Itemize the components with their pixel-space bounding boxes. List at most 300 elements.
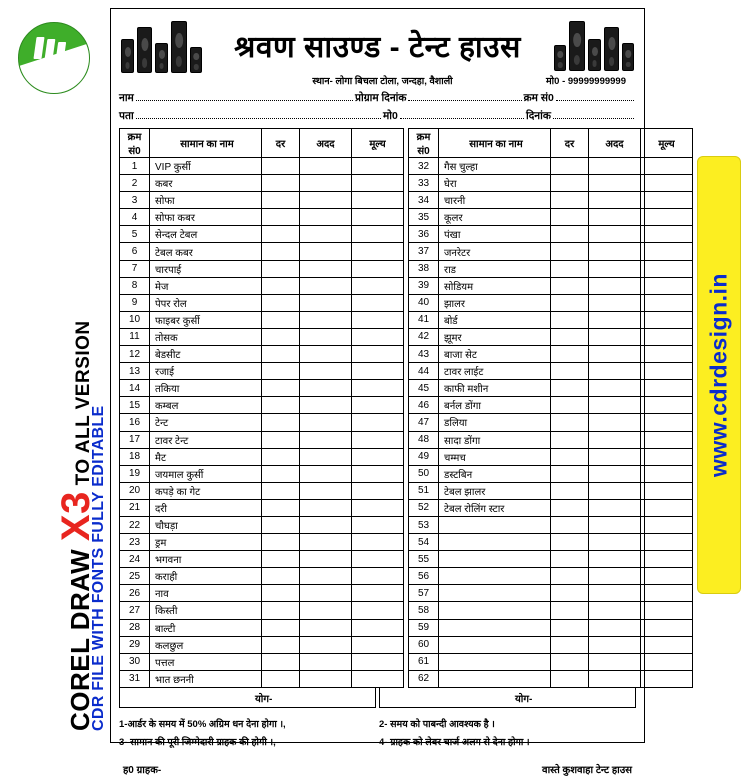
cell-qty[interactable] — [589, 311, 641, 328]
cell-qty[interactable] — [300, 175, 352, 192]
cell-amount[interactable] — [352, 192, 404, 209]
left-promo-text — [0, 95, 110, 745]
cell-rate[interactable] — [262, 516, 300, 533]
cell-item-name: सोफा — [150, 192, 262, 209]
cell-amount[interactable] — [641, 175, 693, 192]
cell-item-name: सादा डोंगा — [439, 431, 551, 448]
cell-qty[interactable] — [300, 465, 352, 482]
cell-sn: 27 — [120, 602, 150, 619]
cell-sn: 58 — [409, 602, 439, 619]
cell-amount[interactable] — [352, 636, 404, 653]
cell-sn: 10 — [120, 311, 150, 328]
cell-rate[interactable] — [262, 243, 300, 260]
cell-rate[interactable] — [262, 380, 300, 397]
cell-qty[interactable] — [300, 192, 352, 209]
cell-item-name: सोफा कबर — [150, 209, 262, 226]
cell-amount[interactable] — [641, 397, 693, 414]
speaker-stack-right-icon — [554, 21, 634, 71]
cell-rate[interactable] — [551, 363, 589, 380]
cell-amount[interactable] — [641, 653, 693, 670]
table-row — [120, 516, 693, 533]
table-row — [120, 209, 693, 226]
cell-amount[interactable] — [352, 431, 404, 448]
cell-item-name: बोर्ड — [439, 311, 551, 328]
cell-rate[interactable] — [551, 175, 589, 192]
cell-qty[interactable] — [589, 226, 641, 243]
cell-sn: 30 — [120, 653, 150, 670]
cell-rate[interactable] — [551, 328, 589, 345]
col-name-right: सामान का नाम — [439, 129, 551, 158]
cell-qty[interactable] — [300, 482, 352, 499]
cell-amount[interactable] — [352, 243, 404, 260]
total-box-right[interactable] — [379, 688, 636, 708]
cell-qty[interactable] — [300, 568, 352, 585]
cell-qty[interactable] — [300, 380, 352, 397]
cell-qty[interactable] — [300, 311, 352, 328]
cell-rate[interactable] — [262, 448, 300, 465]
cell-amount[interactable] — [352, 397, 404, 414]
cell-qty[interactable] — [300, 294, 352, 311]
cell-qty[interactable] — [300, 328, 352, 345]
cell-rate[interactable] — [262, 397, 300, 414]
cell-qty[interactable] — [589, 448, 641, 465]
cell-qty[interactable] — [589, 175, 641, 192]
field-label-mobile: मो0 — [383, 110, 398, 122]
table-row — [120, 260, 693, 277]
term-row-2 — [119, 734, 636, 752]
table-row — [120, 328, 693, 345]
cell-qty[interactable] — [300, 585, 352, 602]
cell-rate[interactable] — [551, 636, 589, 653]
cell-amount[interactable] — [352, 158, 404, 175]
cell-rate[interactable] — [551, 243, 589, 260]
cell-sn: 40 — [409, 294, 439, 311]
cell-amount[interactable] — [641, 311, 693, 328]
cell-amount[interactable] — [641, 465, 693, 482]
cell-rate[interactable] — [262, 551, 300, 568]
cell-rate[interactable] — [262, 294, 300, 311]
cell-qty[interactable] — [589, 585, 641, 602]
cell-rate[interactable] — [262, 226, 300, 243]
cell-amount[interactable] — [641, 209, 693, 226]
cell-amount[interactable] — [352, 653, 404, 670]
cell-qty[interactable] — [589, 482, 641, 499]
cell-qty[interactable] — [589, 380, 641, 397]
cell-amount[interactable] — [641, 534, 693, 551]
cell-qty[interactable] — [589, 328, 641, 345]
cell-qty[interactable] — [589, 516, 641, 533]
cell-sn: 43 — [409, 346, 439, 363]
cell-amount[interactable] — [641, 585, 693, 602]
cell-sn: 11 — [120, 328, 150, 345]
cell-amount[interactable] — [641, 328, 693, 345]
cell-qty[interactable] — [300, 158, 352, 175]
cell-sn: 2 — [120, 175, 150, 192]
cell-rate[interactable] — [262, 277, 300, 294]
cell-amount[interactable] — [641, 551, 693, 568]
cell-rate[interactable] — [551, 380, 589, 397]
table-row — [120, 158, 693, 175]
term-4: 4- ग्राहक को लेबर चार्ज अलग से देना होगा । — [379, 736, 530, 748]
cell-qty[interactable] — [589, 534, 641, 551]
cell-item-name: बेडसीट — [150, 346, 262, 363]
cell-amount[interactable] — [352, 311, 404, 328]
cell-rate[interactable] — [551, 414, 589, 431]
cell-rate[interactable] — [262, 260, 300, 277]
cell-amount[interactable] — [352, 226, 404, 243]
field-input-name[interactable] — [136, 100, 353, 101]
cell-qty[interactable] — [300, 277, 352, 294]
cell-rate[interactable] — [262, 636, 300, 653]
cell-amount[interactable] — [641, 243, 693, 260]
cell-qty[interactable] — [589, 619, 641, 636]
cell-amount[interactable] — [352, 568, 404, 585]
cell-item-name: चम्मच — [439, 448, 551, 465]
cell-amount[interactable] — [641, 226, 693, 243]
cell-sn: 61 — [409, 653, 439, 670]
cell-sn: 36 — [409, 226, 439, 243]
cell-rate[interactable] — [551, 158, 589, 175]
items-table — [119, 128, 693, 688]
cell-qty[interactable] — [589, 653, 641, 670]
cell-amount[interactable] — [352, 602, 404, 619]
cell-item-name: कबर — [150, 175, 262, 192]
cell-rate[interactable] — [551, 397, 589, 414]
cell-item-name — [439, 602, 551, 619]
cell-sn: 53 — [409, 516, 439, 533]
cell-rate[interactable] — [262, 585, 300, 602]
term-row-1 — [119, 716, 636, 734]
cell-rate[interactable] — [551, 465, 589, 482]
cell-item-name — [439, 619, 551, 636]
cell-amount[interactable] — [641, 380, 693, 397]
cell-rate[interactable] — [262, 192, 300, 209]
cell-qty[interactable] — [300, 499, 352, 516]
cell-qty[interactable] — [589, 277, 641, 294]
table-row — [120, 465, 693, 482]
cell-item-name: नाव — [150, 585, 262, 602]
cell-amount[interactable] — [641, 499, 693, 516]
cell-item-name: टेबल झालर — [439, 482, 551, 499]
cell-qty[interactable] — [300, 602, 352, 619]
cell-amount[interactable] — [641, 363, 693, 380]
cell-item-name: टेन्ट — [150, 414, 262, 431]
table-row — [120, 277, 693, 294]
cell-rate[interactable] — [551, 346, 589, 363]
total-label-left: योग- — [255, 693, 273, 705]
cell-sn: 4 — [120, 209, 150, 226]
cell-rate[interactable] — [551, 192, 589, 209]
cell-qty[interactable] — [300, 243, 352, 260]
cell-amount[interactable] — [352, 380, 404, 397]
cell-item-name — [439, 551, 551, 568]
cell-qty[interactable] — [589, 551, 641, 568]
cell-amount[interactable] — [352, 465, 404, 482]
brand-logo — [18, 22, 90, 94]
table-row — [120, 243, 693, 260]
table-row — [120, 482, 693, 499]
cell-rate[interactable] — [262, 346, 300, 363]
cell-item-name: काफी मशीन — [439, 380, 551, 397]
cell-qty[interactable] — [589, 568, 641, 585]
table-row — [120, 397, 693, 414]
cell-amount[interactable] — [641, 619, 693, 636]
cell-sn: 44 — [409, 363, 439, 380]
cell-item-name: चौघड़ा — [150, 516, 262, 533]
cell-qty[interactable] — [300, 209, 352, 226]
cell-rate[interactable] — [551, 551, 589, 568]
cell-rate[interactable] — [262, 465, 300, 482]
cell-rate[interactable] — [262, 175, 300, 192]
cell-item-name: सेन्दल टेबल — [150, 226, 262, 243]
cell-qty[interactable] — [589, 499, 641, 516]
field-input-address[interactable] — [136, 118, 381, 119]
cell-sn: 24 — [120, 551, 150, 568]
cell-item-name: जनरेटर — [439, 243, 551, 260]
cell-amount[interactable] — [352, 585, 404, 602]
cell-rate[interactable] — [262, 670, 300, 687]
table-row — [120, 619, 693, 636]
cell-sn: 56 — [409, 568, 439, 585]
shop-address: स्थान- लोगा बिचला टोला, जन्दहा, वैशाली — [312, 76, 453, 87]
cell-rate[interactable] — [262, 328, 300, 345]
cell-amount[interactable] — [352, 277, 404, 294]
term-1: 1-आर्डर के समय में 50% अग्रिम धन देना होगा ।, — [119, 718, 286, 730]
speaker-stack-left-icon — [121, 21, 202, 73]
field-input-serial[interactable] — [556, 100, 634, 101]
cell-rate[interactable] — [262, 158, 300, 175]
cell-rate[interactable] — [262, 311, 300, 328]
cell-qty[interactable] — [300, 431, 352, 448]
col-amt-right: मूल्य — [641, 129, 693, 158]
cell-qty[interactable] — [589, 397, 641, 414]
cell-amount[interactable] — [352, 260, 404, 277]
cell-amount[interactable] — [352, 534, 404, 551]
cell-amount[interactable] — [352, 209, 404, 226]
cell-amount[interactable] — [352, 499, 404, 516]
cell-qty[interactable] — [589, 346, 641, 363]
cell-amount[interactable] — [641, 482, 693, 499]
cell-qty[interactable] — [589, 158, 641, 175]
cell-qty[interactable] — [589, 243, 641, 260]
cell-rate[interactable] — [551, 516, 589, 533]
cell-amount[interactable] — [641, 516, 693, 533]
cell-rate[interactable] — [551, 568, 589, 585]
customer-field-row-2 — [119, 109, 636, 123]
cell-rate[interactable] — [262, 653, 300, 670]
cell-rate[interactable] — [551, 311, 589, 328]
cell-amount[interactable] — [641, 158, 693, 175]
cell-item-name: डलिया — [439, 414, 551, 431]
cell-rate[interactable] — [262, 363, 300, 380]
cell-qty[interactable] — [589, 363, 641, 380]
cell-rate[interactable] — [262, 619, 300, 636]
cell-amount[interactable] — [352, 175, 404, 192]
cell-item-name: टेबल कबर — [150, 243, 262, 260]
cell-qty[interactable] — [589, 414, 641, 431]
cell-amount[interactable] — [352, 482, 404, 499]
cdr-editable-line: CDR FILE WITH FONTS FULLY EDITABLE — [90, 405, 107, 731]
cell-amount[interactable] — [352, 414, 404, 431]
cell-rate[interactable] — [551, 448, 589, 465]
cell-amount[interactable] — [641, 346, 693, 363]
cell-sn: 42 — [409, 328, 439, 345]
cell-qty[interactable] — [300, 653, 352, 670]
cell-qty[interactable] — [300, 636, 352, 653]
total-label-right: योग- — [514, 693, 533, 705]
table-row — [120, 192, 693, 209]
bill-sheet — [110, 8, 675, 776]
table-row — [120, 175, 693, 192]
cell-item-name: मेज — [150, 277, 262, 294]
cell-rate[interactable] — [262, 431, 300, 448]
cell-item-name — [439, 516, 551, 533]
cell-amount[interactable] — [641, 192, 693, 209]
cell-qty[interactable] — [300, 448, 352, 465]
customer-field-row-1 — [119, 91, 636, 105]
cell-rate[interactable] — [262, 482, 300, 499]
cell-sn: 47 — [409, 414, 439, 431]
cell-qty[interactable] — [589, 209, 641, 226]
cell-qty[interactable] — [589, 636, 641, 653]
cell-amount[interactable] — [352, 551, 404, 568]
corel-suffix: TO ALL VERSION — [73, 320, 94, 492]
field-input-program-date[interactable] — [408, 100, 521, 101]
cell-rate[interactable] — [551, 482, 589, 499]
cell-qty[interactable] — [300, 670, 352, 687]
total-box-left[interactable] — [119, 688, 376, 708]
table-row — [120, 294, 693, 311]
cell-amount[interactable] — [641, 414, 693, 431]
totals-row — [119, 688, 636, 708]
cell-sn: 50 — [409, 465, 439, 482]
col-amt-left: मूल्य — [352, 129, 404, 158]
cell-amount[interactable] — [641, 448, 693, 465]
cell-rate[interactable] — [262, 602, 300, 619]
cell-amount[interactable] — [641, 260, 693, 277]
cell-rate[interactable] — [551, 499, 589, 516]
table-row — [120, 311, 693, 328]
cell-rate[interactable] — [551, 585, 589, 602]
cell-qty[interactable] — [300, 516, 352, 533]
corel-x3: X3 — [54, 491, 98, 542]
cell-rate[interactable] — [551, 294, 589, 311]
cell-qty[interactable] — [300, 397, 352, 414]
cell-sn: 14 — [120, 380, 150, 397]
cell-sn: 48 — [409, 431, 439, 448]
cell-rate[interactable] — [551, 209, 589, 226]
cell-sn: 21 — [120, 499, 150, 516]
cell-sn: 57 — [409, 585, 439, 602]
cell-amount[interactable] — [352, 448, 404, 465]
shop-signature-label: वास्ते कुशवाहा टेन्ट हाउस — [542, 765, 632, 776]
cell-rate[interactable] — [262, 534, 300, 551]
cell-rate[interactable] — [551, 226, 589, 243]
cell-item-name — [439, 670, 551, 687]
cell-amount[interactable] — [352, 619, 404, 636]
table-row — [120, 602, 693, 619]
table-row — [120, 670, 693, 687]
cell-rate[interactable] — [551, 260, 589, 277]
cell-qty[interactable] — [300, 363, 352, 380]
cell-sn: 37 — [409, 243, 439, 260]
cell-item-name: फाइबर कुर्सी — [150, 311, 262, 328]
cell-amount[interactable] — [352, 294, 404, 311]
website-url: www.cdrdesign.in — [705, 273, 732, 477]
cell-item-name: गैस चुल्हा — [439, 158, 551, 175]
cell-qty[interactable] — [589, 192, 641, 209]
cell-amount[interactable] — [641, 431, 693, 448]
cell-qty[interactable] — [300, 551, 352, 568]
cell-rate[interactable] — [551, 431, 589, 448]
cell-qty[interactable] — [589, 670, 641, 687]
cell-item-name: पत्तल — [150, 653, 262, 670]
cell-amount[interactable] — [352, 363, 404, 380]
cell-qty[interactable] — [589, 465, 641, 482]
table-header-row — [120, 129, 693, 158]
left-promo-strip — [0, 0, 110, 751]
cell-qty[interactable] — [300, 534, 352, 551]
cell-rate[interactable] — [551, 619, 589, 636]
cell-amount[interactable] — [641, 636, 693, 653]
cell-amount[interactable] — [352, 516, 404, 533]
field-input-mobile[interactable] — [400, 118, 524, 119]
cell-sn: 20 — [120, 482, 150, 499]
cell-amount[interactable] — [641, 568, 693, 585]
cell-sn: 12 — [120, 346, 150, 363]
cell-item-name: पंखा — [439, 226, 551, 243]
cell-rate[interactable] — [262, 499, 300, 516]
cell-item-name: रजाई — [150, 363, 262, 380]
cell-qty[interactable] — [300, 346, 352, 363]
cell-qty[interactable] — [589, 431, 641, 448]
cell-sn: 1 — [120, 158, 150, 175]
cell-qty[interactable] — [589, 294, 641, 311]
cell-amount[interactable] — [641, 277, 693, 294]
cell-sn: 59 — [409, 619, 439, 636]
cell-amount[interactable] — [641, 670, 693, 687]
cell-rate[interactable] — [551, 602, 589, 619]
cell-qty[interactable] — [300, 619, 352, 636]
cell-rate[interactable] — [262, 209, 300, 226]
table-row — [120, 534, 693, 551]
shop-title: श्रवण साउण्ड - टेन्ट हाउस — [234, 31, 521, 64]
cell-amount[interactable] — [352, 328, 404, 345]
leaf-logo-icon — [18, 22, 90, 94]
cell-amount[interactable] — [352, 670, 404, 687]
cell-qty[interactable] — [589, 602, 641, 619]
table-row — [120, 346, 693, 363]
cell-qty[interactable] — [300, 226, 352, 243]
cell-qty[interactable] — [300, 414, 352, 431]
cell-rate[interactable] — [551, 670, 589, 687]
cell-rate[interactable] — [262, 568, 300, 585]
cell-amount[interactable] — [352, 346, 404, 363]
cell-item-name: तकिया — [150, 380, 262, 397]
cell-rate[interactable] — [551, 277, 589, 294]
cell-amount[interactable] — [641, 602, 693, 619]
cell-rate[interactable] — [551, 534, 589, 551]
cell-item-name: डस्टबिन — [439, 465, 551, 482]
cell-qty[interactable] — [589, 260, 641, 277]
cell-amount[interactable] — [641, 294, 693, 311]
field-label-address: पता — [119, 110, 134, 122]
field-input-date[interactable] — [553, 118, 634, 119]
table-row — [120, 653, 693, 670]
cell-rate[interactable] — [551, 653, 589, 670]
cell-qty[interactable] — [300, 260, 352, 277]
cell-rate[interactable] — [262, 414, 300, 431]
